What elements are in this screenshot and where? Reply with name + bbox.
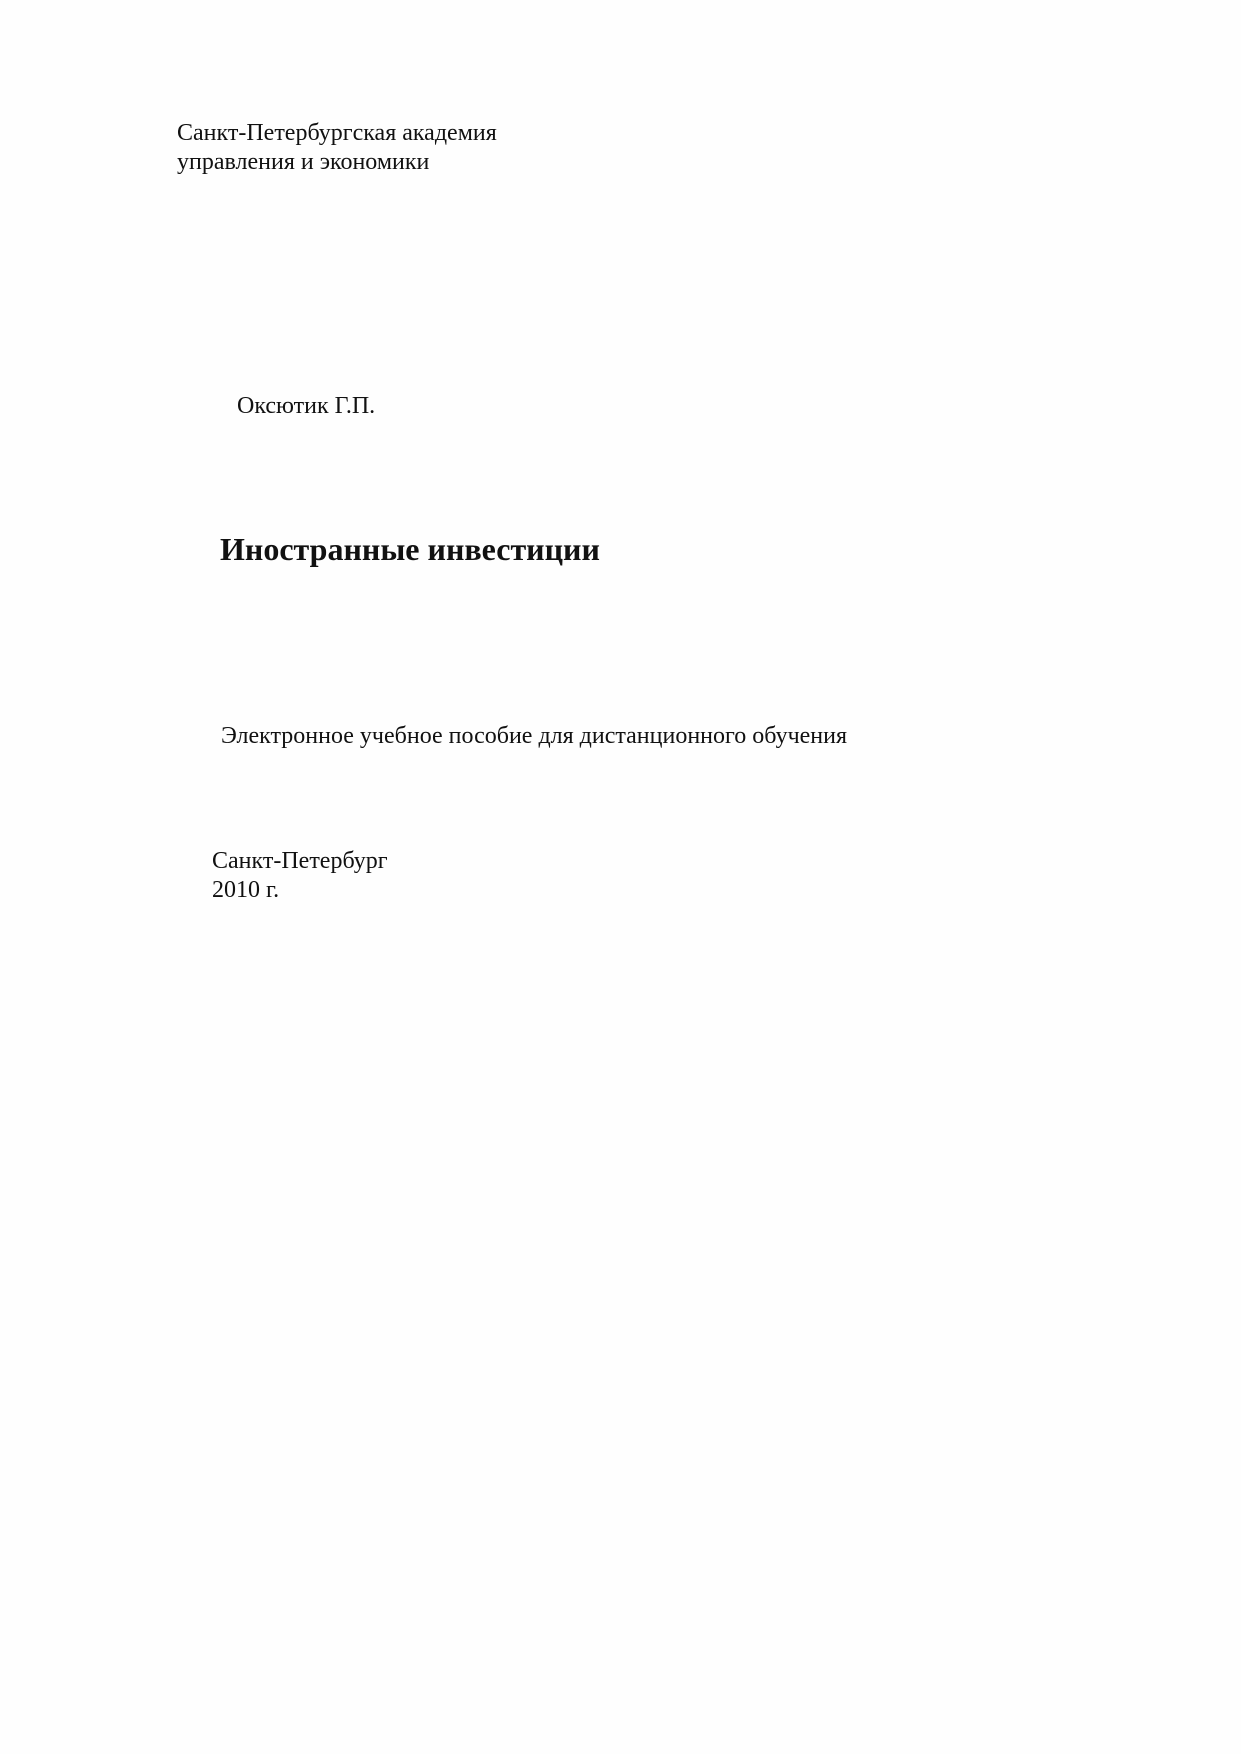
- institution-line-2: управления и экономики: [177, 149, 430, 175]
- document-subtitle: Электронное учебное пособие для дистанционного обучения: [221, 723, 848, 749]
- imprint: [212, 847, 388, 905]
- author-name: Оксютик Г.П.: [237, 393, 376, 419]
- document-title: Иностранные инвестиции: [220, 531, 600, 567]
- institution-name: [177, 119, 497, 177]
- imprint-city: Санкт-Петербург: [212, 848, 388, 874]
- institution-line-1: Санкт-Петербургская академия: [177, 120, 497, 146]
- imprint-year: 2010 г.: [212, 877, 280, 903]
